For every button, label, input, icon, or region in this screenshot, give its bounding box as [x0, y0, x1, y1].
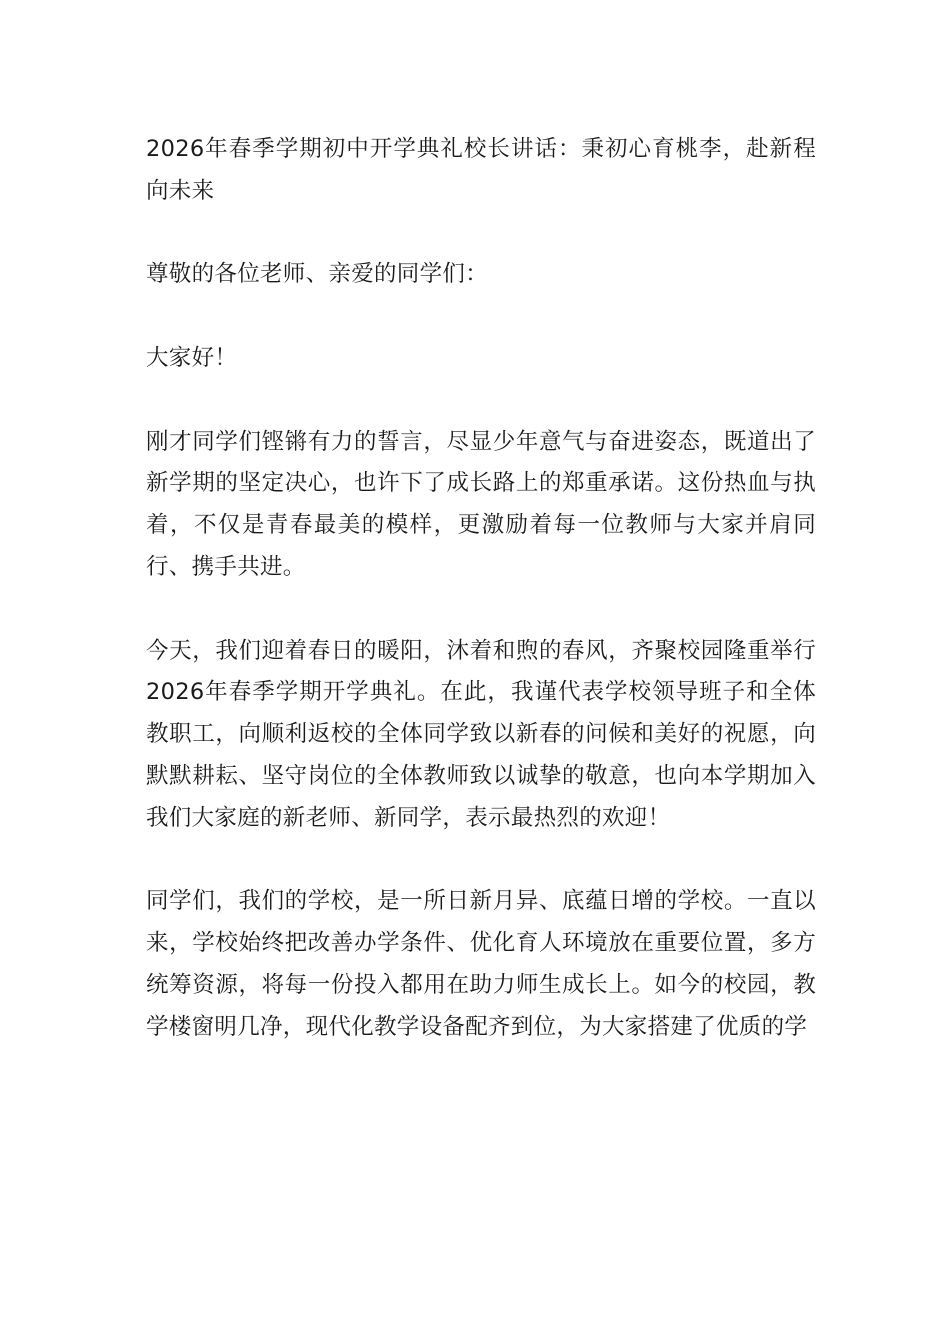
speech-body: [146, 129, 816, 1090]
greeting: 大家好！: [146, 344, 238, 371]
paragraph-welcome: 今天，我们迎着春日的暖阳，沐着和煦的春风，齐聚校园隆重举行2026年春季学期开学典礼。在此，我谨代表学校领导班子和全体教职工，向顺利返校的全体同学致以新春的问候和美好的祝愿，向默默耕耘、坚守岗位的全体教师致以诚挚的敬意，也向本学期加入我们大家庭的新老师、新同学，表示最热烈的欢迎！: [146, 637, 816, 831]
paragraph-school: 同学们，我们的学校，是一所日新月异、底蕴日增的学校。一直以来，学校始终把改善办学条件、优化育人环境放在重要位置，多方统筹资源，将每一份投入都用在助力师生成长上。如今的校园，教学楼窗明几净，现代化教学设备配齐到位，为大家搭建了优质的学: [146, 888, 816, 1040]
paragraph-oath: 刚才同学们铿锵有力的誓言，尽显少年意气与奋进姿态，既道出了新学期的坚定决心，也许下了成长路上的郑重承诺。这份热血与执着，不仅是青春最美的模样，更激励着每一位教师与大家并肩同行、携手共进。: [146, 428, 816, 580]
salutation: 尊敬的各位老师、亲爱的同学们：: [146, 261, 489, 288]
speech-title: 2026年春季学期初中开学典礼校长讲话：秉初心育桃李，赴新程向未来: [146, 136, 816, 204]
